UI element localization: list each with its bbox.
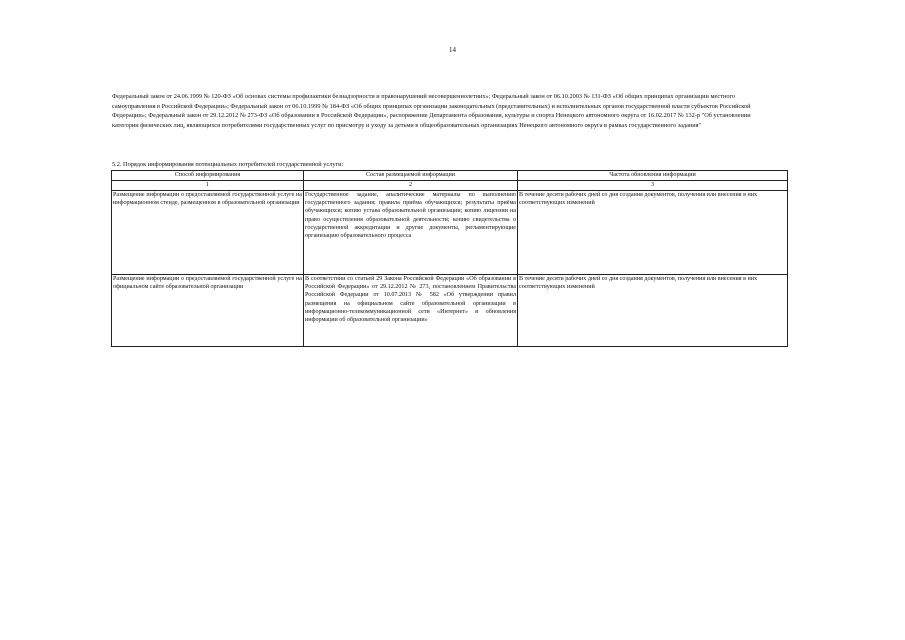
header-content: Состав размещаемой информации xyxy=(304,171,518,181)
section-heading: 5.2. Порядок информирования потенциальных потребителей государственной услуги: xyxy=(112,161,344,168)
table-row xyxy=(112,275,788,347)
header-method: Способ информирования xyxy=(112,171,304,181)
column-number: 1 xyxy=(112,181,304,191)
frequency-cell: В течение десяти рабочих дней со дня создания документов, получения или внесения в них соответствующих изменений xyxy=(518,191,788,275)
column-number-row xyxy=(112,181,788,191)
content-cell: В соответствии со статьей 29 Закона Российской Федерации «Об образовании в Российской Федерации» от 29.12.2012 № 273, постановлением Правительства Российской Федерации от 10.07.2013 № 582 «Об утверждении правил размещения на официальном сайте образовательной организации в информационно-телекоммуникационной сети «Интернет» и обновления информации об образовательной организации» xyxy=(304,275,518,347)
legal-basis-paragraph: Федеральный закон от 24.06.1999 № 120-ФЗ «Об основах системы профилактики безнадзорности и правонарушений несовершеннолетних»; Федеральный закон от 06.10.2003 № 131-ФЗ «Об общих принципах организации местного самоуправления в Российской Федерации»; Федеральный закон от 06.10.1999 № 184-ФЗ «Об общих принципах организации законодательных (представительных) и исполнительных органов государственной власти субъектов Российской Федерации»; Федеральный закон от 29.12.2012 № 273-ФЗ «Об образовании в Российской Федерации», распоряжение Департамента образования, культуры и спорта Ненецкого автономного округа от 16.02.2017 № 132-р "Об установлении категории физических лиц, являющихся потребителями государственных услуг по присмотру и уходу за детьми в общеобразовательных организациях Ненецкого автономного округа в рамках государственного задания" xyxy=(112,93,751,129)
frequency-cell: В течение десяти рабочих дней со дня создания документов, получения или внесения в них соответствующих изменений xyxy=(518,275,788,347)
column-number: 2 xyxy=(304,181,518,191)
method-cell: Размещение информации о предоставляемой государственной услуге на официальном сайте образовательной организации xyxy=(112,275,304,347)
page-number: 14 xyxy=(449,46,456,54)
table-row xyxy=(112,191,788,275)
table-header-row xyxy=(112,171,788,181)
information-table xyxy=(111,170,788,347)
content-cell: Государственное задание, аналитические материалы по выполнению государственного задания; правила приёма обучающихся; результаты приёма обучающихся; копию устава образовательной организации; копию лицензии на право осуществления образовательной деятельности; копию свидетельства о государственной аккредитации и другие документы, регламентирующие организацию образовательного процесса xyxy=(304,191,518,275)
column-number: 3 xyxy=(518,181,788,191)
method-cell: Размещение информации о предоставляемой государственной услуге на информационном стенде, размещенном в образовательной организации xyxy=(112,191,304,275)
header-frequency: Частота обновления информации xyxy=(518,171,788,181)
